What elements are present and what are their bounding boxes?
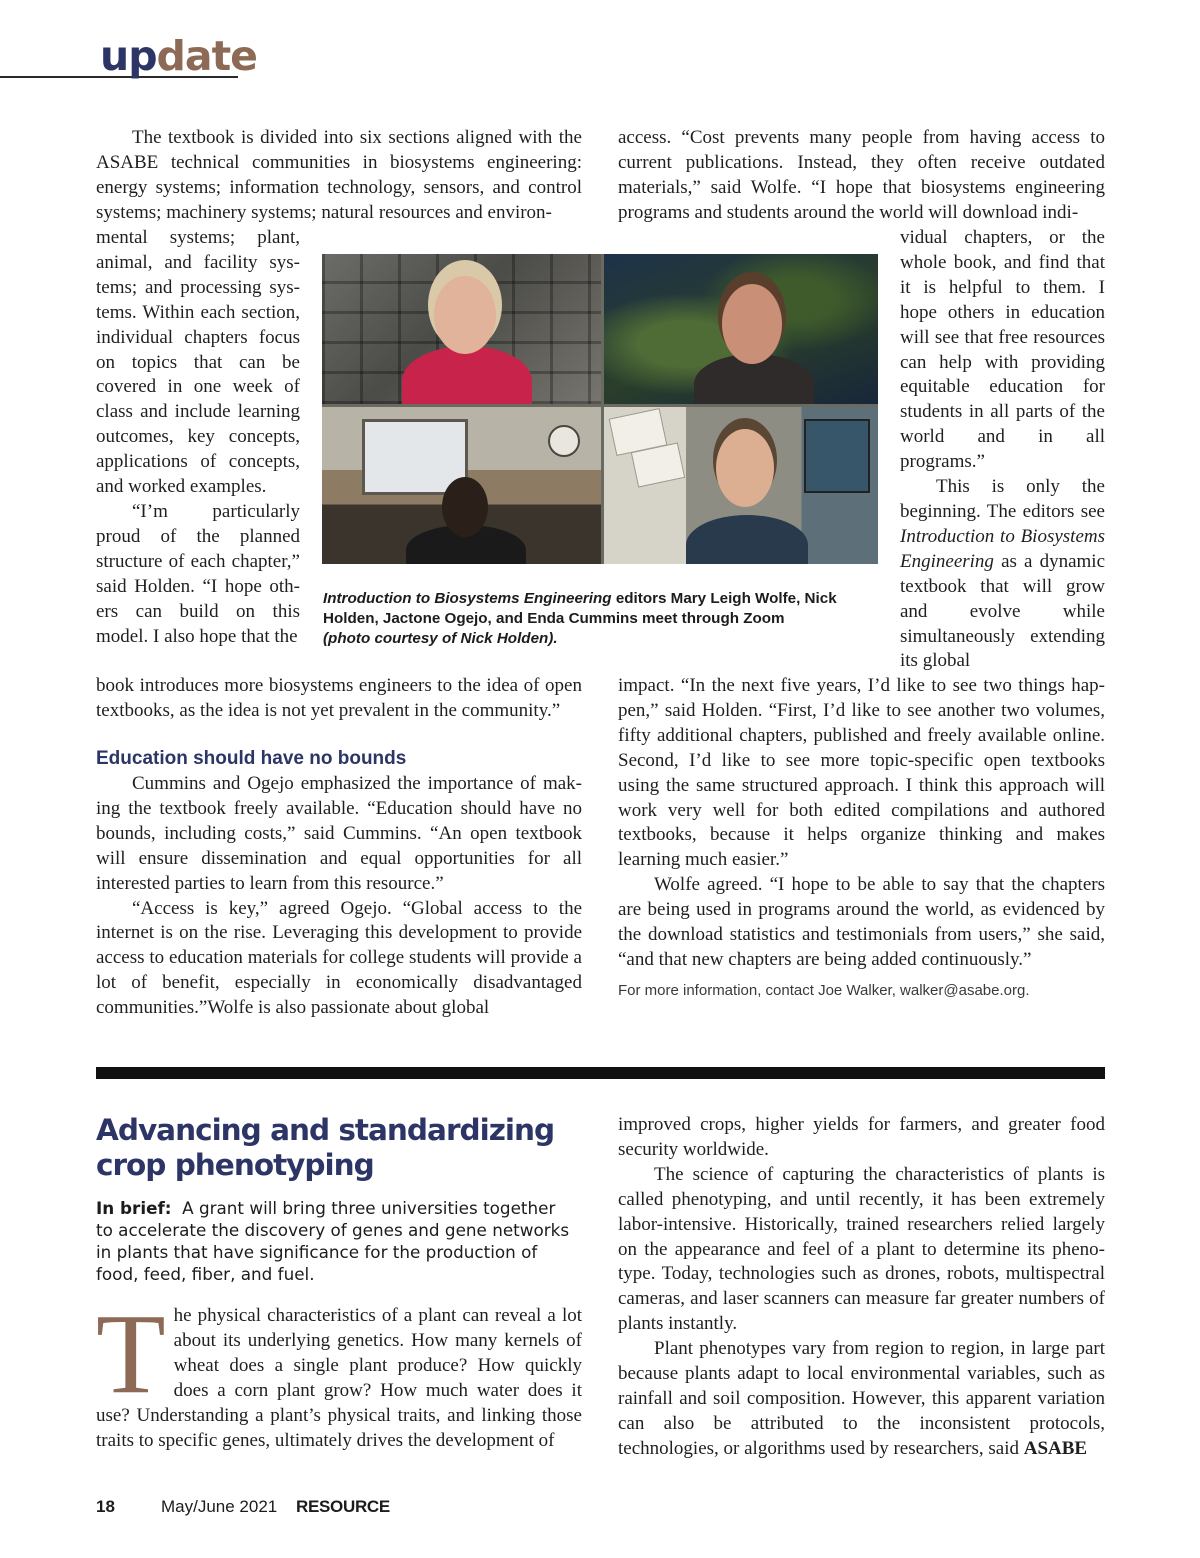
paragraph: book introduces more biosystems engineers to the idea of open textbooks, as the idea is not yet prevalent in the community.” [96, 675, 582, 721]
subhead: Education should have no bounds [96, 748, 407, 769]
clock-icon [548, 425, 580, 457]
person-shirt [402, 346, 532, 404]
in-brief [96, 1197, 576, 1285]
caption-text: editors Mary Leigh Wolfe, Nick Holden, Jactone Ogejo, and Enda Cummins meet through Zoom [323, 590, 837, 627]
bold-term: ASABE [1023, 1437, 1088, 1459]
article2-left-col [96, 1290, 582, 1453]
caption-title: Introduction to Biosystems Engineering [323, 590, 612, 607]
section-label [100, 32, 257, 80]
paragraph [900, 475, 1105, 674]
left-col-narrow [96, 226, 300, 649]
paragraph: mental systems; plant, animal, and facility systems; and processing systems. Within each section, individual chapters focus on topics that can be covered in one week of class and include learning outcomes, key concepts, applications of concepts, and worked examples. [96, 227, 300, 498]
section-divider [96, 1067, 1105, 1079]
photo-tile-holden [604, 254, 878, 404]
paragraph [618, 1337, 1105, 1462]
right-col-mid [618, 674, 1105, 973]
lead-text: he physical characteristics of a plant can reveal a lot about its underlying genetics. How many kernels of wheat does a single plant produce? How quickly does a corn plant grow? How much water does it use? Understanding a plant’s physical traits, and linking those traits to specific genes, ultimately drives the development of [96, 1305, 582, 1451]
photo-tile-wolfe [322, 254, 601, 404]
magazine-name: RESOURCE [296, 1497, 390, 1516]
photo-tile-ogejo [322, 407, 601, 564]
paragraph: vidual chapters, or the whole book, and find that it is helpful to them. I hope others in education will see that free resources can help with providing equitable education for students in all parts of the world and in all programs.” [900, 227, 1105, 473]
zoom-photo [322, 254, 878, 564]
article-headline: Advancing and standardizing crop phenotyping [96, 1113, 555, 1182]
left-col-mid [96, 674, 582, 724]
text-run: This is only the beginning. The editors see [900, 476, 1105, 522]
paragraph: “Access is key,” agreed Ogejo. “Global access to the internet is on the rise. Leveraging this development to provide access to education materials for college students will provide a lot of benefit, especially in economically disadvantaged communities.”Wolfe is also passionate about global [96, 897, 582, 1019]
book-title: Introduction to Biosystems Engineering [900, 525, 1105, 572]
photo-tile-cummins [604, 407, 878, 564]
paragraph: improved crops, higher yields for farmers, and greater food security worldwide. [618, 1114, 1105, 1160]
person-face [442, 477, 488, 537]
more-info: For more information, contact Joe Walker, walker@asabe.org. [618, 982, 1030, 999]
section-label-date: date [156, 32, 257, 80]
caption-credit: (photo courtesy of Nick Holden). [323, 630, 558, 647]
person-face [716, 429, 774, 507]
text-run: as a dynamic textbook that will grow and evolve while simultaneously extending its global [900, 550, 1105, 672]
paragraph: Wolfe agreed. “I hope to be able to say that the chapters are being used in programs around the world, as evidenced by the download statistics and testimonials from users,” she said, “and that new chapters are being added continuously.” [618, 874, 1105, 970]
in-brief-label: In brief: [96, 1198, 172, 1218]
paragraph: access. “Cost prevents many people from having access to current publications. Instead, they often receive outdated materials,” said Wolfe. “I hope that biosystems engineering programs and students around the world will download indi- [618, 127, 1105, 223]
left-col-top [96, 126, 582, 226]
person-face [434, 276, 496, 354]
article2-right-col [618, 1113, 1105, 1462]
in-brief-text: A grant will bring three universities together to accelerate the discovery of genes and gene networks in plants that have significance for the production of food, feed, fiber, and fuel. [96, 1198, 570, 1284]
drop-cap: T [96, 1290, 166, 1417]
paragraph: impact. “In the next five years, I’d like to see two things happen,” said Holden. “First, I’d like to see another two volumes, fifty additional chapters, published and freely available online. Second, I’d like to see more topic-specific open textbooks using the same structured approach. I think this approach will work very well for both edited compilations and authored textbooks, because it helps organize thinking and makes learning much easier.” [618, 675, 1105, 871]
section-label-up: up [100, 32, 157, 80]
right-col-top [618, 126, 1105, 226]
right-col-narrow [900, 226, 1105, 674]
monitor-screen [804, 419, 870, 493]
left-col-bottom [96, 772, 582, 1021]
page-number: 18 [96, 1497, 115, 1516]
photo-caption [323, 589, 883, 649]
person-face [722, 284, 782, 364]
person-shirt [686, 515, 808, 564]
paragraph: “I’m particularly proud of the planned structure of each chapter,” said Holden. “I hope others can build on this model. I also hope that the [96, 500, 300, 647]
paragraph: Cummins and Ogejo emphasized the importance of making the textbook freely available. “Education should have no bounds, including costs,” said Cummins. “An open textbook will ensure dissemination and equal opportunities for all interested parties to learn from this resource.” [96, 773, 582, 894]
text-run: Plant phenotypes vary from region to region, in large part because plants adapt to local environmental variables, such as rainfall and soil composition. However, this apparent variation can also be attributed to the inconsistent protocols, technologies, or algorithms used by researchers, said [618, 1338, 1105, 1459]
issue-date: May/June 2021 [161, 1497, 278, 1516]
paragraph: The textbook is divided into six sections aligned with the ASABE technical communities in biosystems engineering: energy systems; information technology, sensors, and control systems; machinery systems; natural resources and environ- [96, 127, 582, 223]
lead-paragraph [96, 1290, 582, 1453]
paragraph: The science of capturing the characteristics of plants is called phenotyping, and until recently, it has been extremely labor-intensive. Historically, trained researchers relied largely on the appearance and feel of a plant to determine its phenotype. Today, technologies such as drones, robots, multispectral cameras, and laser scanners can measure far greater numbers of plants instantly. [618, 1163, 1105, 1335]
